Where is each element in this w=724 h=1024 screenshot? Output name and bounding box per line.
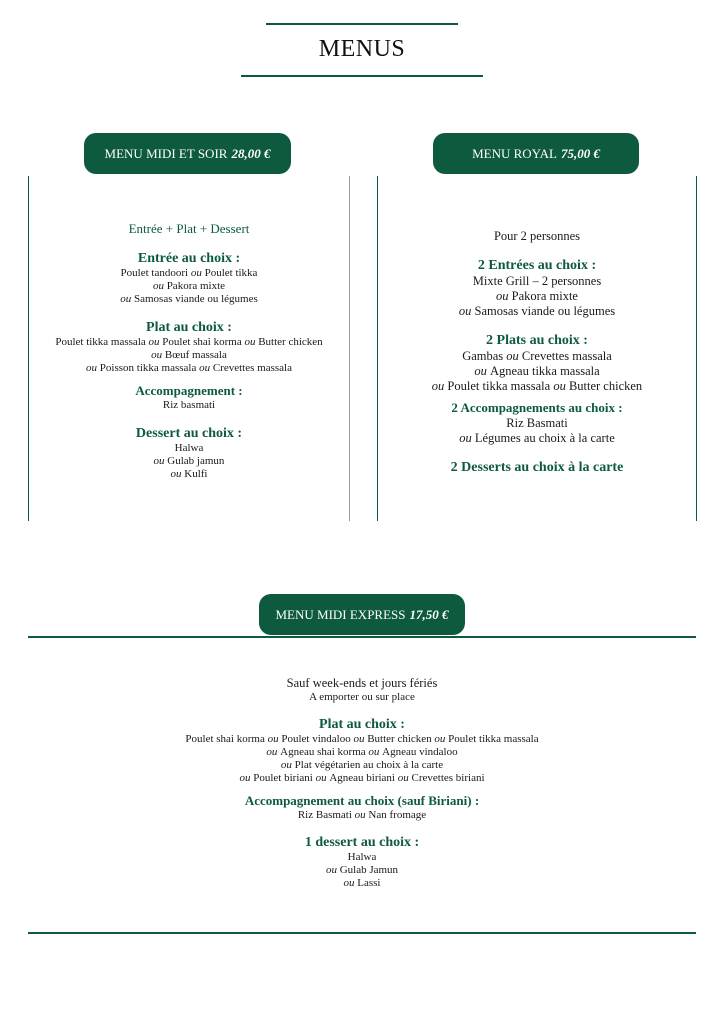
menu-midi-soir-intro: Entrée + Plat + Dessert xyxy=(128,221,250,236)
or-word: ou xyxy=(351,809,369,821)
title-rule-bottom xyxy=(241,75,483,77)
menu-item: Crevettes massala xyxy=(212,362,292,374)
menu-item-line xyxy=(29,293,349,306)
menu-item-line xyxy=(28,759,696,772)
or-word: ou xyxy=(474,364,490,378)
menu-royal-content xyxy=(378,229,696,476)
menu-item-line xyxy=(378,364,696,379)
menu-item-line xyxy=(28,877,696,890)
menu-midi-soir-dessert-head: Dessert au choix : xyxy=(135,426,243,441)
left-column-rule-right xyxy=(349,176,350,521)
or-word: ou xyxy=(343,877,358,889)
menu-item-line xyxy=(28,746,696,759)
menu-item: Poulet shai korma xyxy=(162,336,242,348)
or-word: ou xyxy=(550,379,569,393)
or-word: ou xyxy=(503,349,522,363)
menu-item: Crevettes massala xyxy=(521,349,612,363)
menu-royal-entree-list xyxy=(378,274,696,319)
menu-item: Lassi xyxy=(357,877,381,889)
menu-item-line xyxy=(29,468,349,481)
menu-item: Poisson tikka massala xyxy=(99,362,197,374)
or-word: ou xyxy=(264,733,282,745)
menu-item-line xyxy=(29,442,349,455)
menu-item: Agneau shai korma xyxy=(280,746,366,758)
menu-midi-soir-entree-head: Entrée au choix : xyxy=(137,251,241,266)
or-word: ou xyxy=(431,379,448,393)
menu-item: Pakora mixte xyxy=(511,289,578,303)
menu-item: Pakora mixte xyxy=(166,280,226,292)
or-word: ou xyxy=(196,362,213,374)
menu-royal-pill xyxy=(433,133,639,174)
or-word: ou xyxy=(120,293,134,305)
menu-item: Poulet tikka xyxy=(204,267,258,279)
menu-item-line xyxy=(378,416,696,431)
or-word: ou xyxy=(239,772,254,784)
menu-express-content xyxy=(28,676,696,890)
menu-item: Halwa xyxy=(347,851,377,863)
menu-royal-accomp-list xyxy=(378,416,696,446)
or-word: ou xyxy=(350,733,368,745)
menu-item: Kulfi xyxy=(184,468,208,480)
menu-item-line xyxy=(378,289,696,304)
title-rule-top xyxy=(266,23,458,25)
or-word: ou xyxy=(145,336,163,348)
or-word: ou xyxy=(496,289,512,303)
menu-express-dessert-list xyxy=(28,851,696,890)
menu-express-label: MENU MIDI EXPRESS xyxy=(275,606,406,622)
menu-item: Gulab Jamun xyxy=(339,864,399,876)
menu-item: Gambas xyxy=(462,349,504,363)
menu-item: Riz Basmati xyxy=(297,809,352,821)
menu-item-line xyxy=(29,267,349,280)
menu-royal-accomp-head: 2 Accompagnements au choix : xyxy=(451,400,623,415)
menu-royal-plat-head: 2 Plats au choix : xyxy=(486,333,588,348)
or-word: ou xyxy=(241,336,259,348)
page-title: MENUS xyxy=(318,36,406,62)
menu-item: Samosas viande ou légumes xyxy=(134,293,258,305)
menu-item-line xyxy=(378,274,696,289)
menu-midi-soir-content xyxy=(29,221,349,481)
menu-item: Légumes au choix à la carte xyxy=(474,431,615,445)
menu-item: Poulet tandoori xyxy=(120,267,189,279)
menu-item: Agneau biriani xyxy=(329,772,395,784)
menu-item-line xyxy=(29,362,349,375)
or-word: ou xyxy=(325,864,340,876)
menu-item-line xyxy=(378,349,696,364)
menu-item: Butter chicken xyxy=(568,379,643,393)
menu-item-line xyxy=(378,304,696,319)
menu-midi-soir-dessert-list xyxy=(29,442,349,481)
menu-item: Poulet biriani xyxy=(253,772,313,784)
menu-royal-label: MENU ROYAL xyxy=(472,145,557,161)
menu-item-line xyxy=(29,455,349,468)
or-word: ou xyxy=(365,746,383,758)
menu-item: Halwa xyxy=(174,442,204,454)
or-word: ou xyxy=(431,733,449,745)
menu-item: Agneau tikka massala xyxy=(489,364,600,378)
menu-item: Nan fromage xyxy=(368,809,427,821)
menu-midi-soir-pill xyxy=(84,133,291,174)
menu-item: Poulet tikka massala xyxy=(55,336,146,348)
or-word: ou xyxy=(312,772,330,784)
menu-midi-soir-price: 28,00 € xyxy=(231,145,271,161)
menu-item: Poulet vindaloo xyxy=(281,733,351,745)
or-word: ou xyxy=(153,455,168,467)
menu-item: Bœuf massala xyxy=(164,349,227,361)
express-rule-top xyxy=(28,636,696,638)
or-word: ou xyxy=(280,759,295,771)
menu-item-line xyxy=(378,431,696,446)
menu-royal-entree-head: 2 Entrées au choix : xyxy=(477,258,597,273)
menu-item-line xyxy=(28,864,696,877)
or-word: ou xyxy=(188,267,205,279)
menu-item-line xyxy=(29,280,349,293)
menu-item-line xyxy=(29,349,349,362)
menu-item: Butter chicken xyxy=(258,336,323,348)
menu-midi-soir-label: MENU MIDI ET SOIR xyxy=(104,145,228,161)
menu-item-line xyxy=(28,851,696,864)
menu-royal-plat-list xyxy=(378,349,696,394)
menu-midi-soir-accomp-head: Accompagnement : xyxy=(135,383,243,398)
or-word: ou xyxy=(266,746,281,758)
menu-express-accomp-list xyxy=(28,809,696,822)
menu-item: Poulet tikka massala xyxy=(447,379,551,393)
or-word: ou xyxy=(459,431,475,445)
menu-item: Crevettes biriani xyxy=(411,772,485,784)
menu-express-accomp-head: Accompagnement au choix (sauf Biriani) : xyxy=(244,793,480,808)
menu-express-plat-list xyxy=(28,733,696,785)
menu-midi-soir-plat-head: Plat au choix : xyxy=(146,320,232,335)
menu-royal-price: 75,00 € xyxy=(560,145,600,161)
menu-item: Samosas viande ou légumes xyxy=(474,304,616,318)
menu-item-line xyxy=(378,379,696,394)
menu-item: Plat végétarien au choix à la carte xyxy=(294,759,444,771)
menu-express-intro2: A emporter ou sur place xyxy=(309,691,415,703)
menu-royal-dessert-head: 2 Desserts au choix à la carte xyxy=(450,460,624,475)
menu-midi-soir-accomp-line: Riz basmati xyxy=(162,399,216,411)
menu-item-line xyxy=(28,733,696,746)
or-word: ou xyxy=(152,280,167,292)
or-word: ou xyxy=(86,362,100,374)
menu-express-dessert-head: 1 dessert au choix : xyxy=(304,835,420,850)
menu-express-intro1: Sauf week-ends et jours fériés xyxy=(286,676,438,690)
menu-item-line xyxy=(29,336,349,349)
menu-item-line xyxy=(28,809,696,822)
or-word: ou xyxy=(458,304,475,318)
menu-express-plat-head: Plat au choix : xyxy=(319,717,405,732)
menu-item: Gulab jamun xyxy=(167,455,225,467)
menu-express-pill xyxy=(259,594,465,635)
menu-midi-soir-plat-list xyxy=(29,336,349,375)
express-rule-bottom xyxy=(28,932,696,934)
or-word: ou xyxy=(170,468,185,480)
or-word: ou xyxy=(151,349,165,361)
menu-item: Mixte Grill – 2 personnes xyxy=(472,274,602,288)
menu-item: Poulet tikka massala xyxy=(448,733,539,745)
menu-item: Agneau vindaloo xyxy=(382,746,458,758)
or-word: ou xyxy=(395,772,412,784)
menu-item: Poulet shai korma xyxy=(185,733,265,745)
menu-express-price: 17,50 € xyxy=(409,606,449,622)
menu-item-line xyxy=(28,772,696,785)
menu-midi-soir-entree-list xyxy=(29,267,349,306)
menu-item: Riz Basmati xyxy=(506,416,568,430)
menu-item: Butter chicken xyxy=(367,733,432,745)
right-column-rule-right xyxy=(696,176,697,521)
menu-royal-intro: Pour 2 personnes xyxy=(493,229,581,243)
